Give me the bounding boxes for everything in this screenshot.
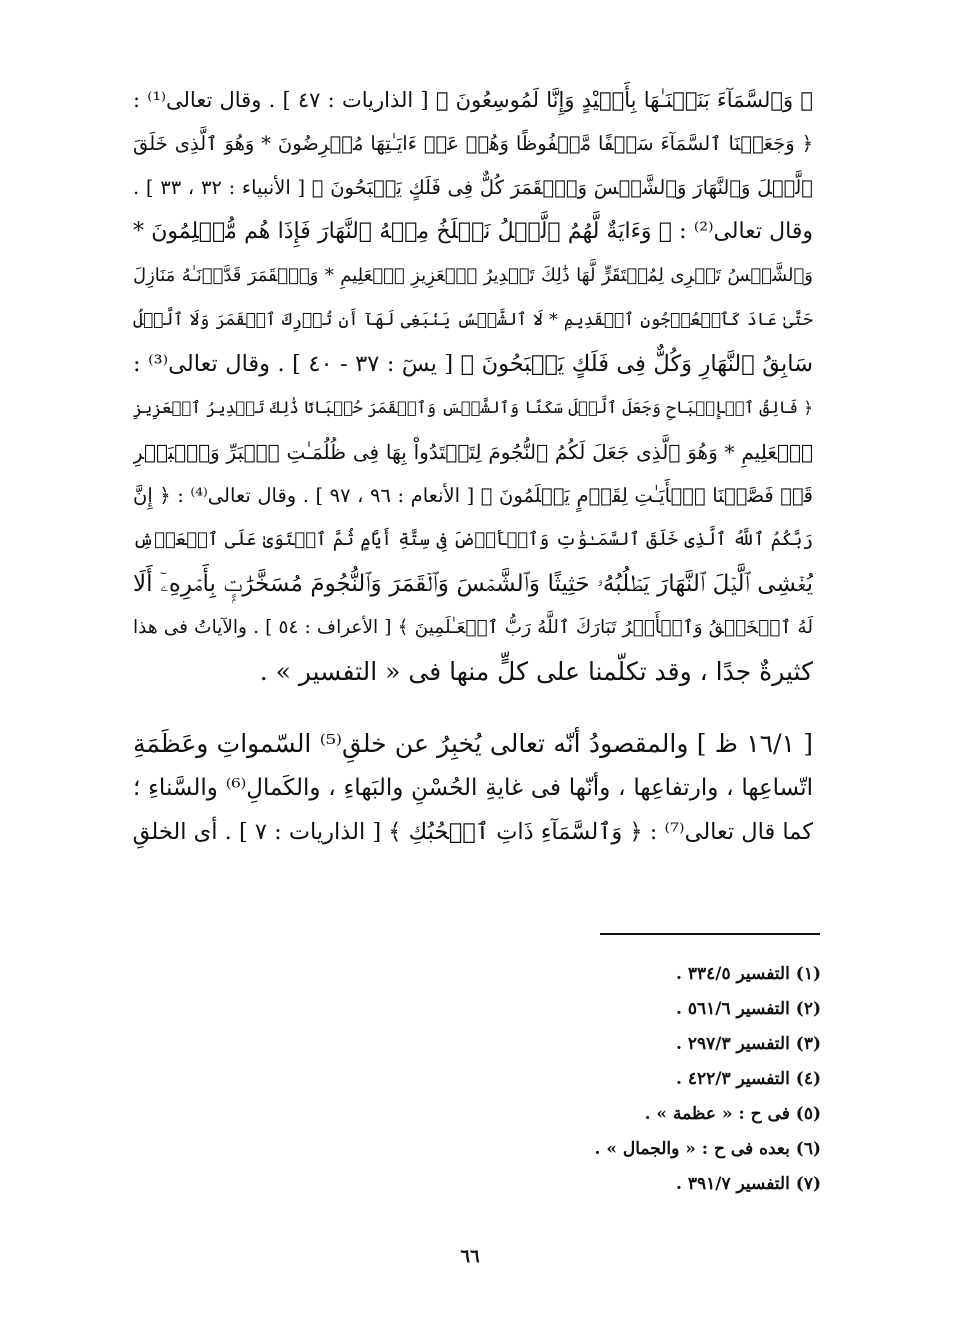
footnote-4: (٤) التفسير ٤٢٢/٣ .	[676, 1069, 821, 1089]
body-line-12: يُغۡشِى ٱلَّيۡلَ ٱلنَّهَارَ يَطۡلُبُهُۥ حَثِيثًا وَٱلشَّمۡسَ وَٱلۡقَمَرَ وَٱلنُّجُومَ مُسَخَّرَٰتٍۭ بِأَمۡرِهِۦٓ أَلَا	[133, 571, 813, 597]
body-line-13: لَهُ ٱلۡخَلۡقُ وَٱلۡأَمۡرُ تَبَارَكَ ٱللَّهُ رَبُّ ٱلۡعَـٰلَمِينَ ﴾ [ الأعراف : ٥٤ ] . والآياتُ فى هذا	[133, 617, 813, 638]
body-line-6: حَتَّىٰ عَادَ كَٱلۡعُرۡجُونِ ٱلۡقَدِيمِ * لَا ٱلشَّمۡسُ يَنۢبَغِى لَهَآ أَن تُدۡرِكَ ٱلۡقَمَرَ وَلَا ٱلَّيۡلُ	[133, 310, 813, 330]
footnote-2: (٢) التفسير ٥٦١/٦ .	[676, 999, 821, 1019]
footnote-5: (٥) فى ح : « عظمة » .	[644, 1104, 821, 1124]
body-line-9: ٱلۡعَلِيمِ * وَهُوَ ٱلَّذِى جَعَلَ لَكُمُ ٱلنُّجُومَ لِتَهۡتَدُواْ بِهَا فِى ظُلُمَـٰتِ ٱلۡبَرِّ وَٱلۡبَحۡرِ	[133, 440, 813, 464]
body-line-11: رَبَّكُمُ ٱللَّهُ ٱلَّذِى خَلَقَ ٱلسَّمَـٰوَٰتِ وَٱلۡأَرۡضَ فِى سِتَّةِ أَيَّامٍ ثُمَّ ٱسۡتَوَىٰ عَلَى ٱلۡعَرۡشِ	[133, 529, 813, 550]
body-line-14: كثيرةٌ جدًا ، وقد تكلّمنا على كلٍّ منها فى « التفسير » .	[259, 657, 813, 686]
body-line-5: وَٱلشَّمۡسُ تَجۡرِى لِمُسۡتَقَرٍّ لَّهَا ذَٰلِكَ تَقۡدِيرُ ٱلۡعَزِيزِ ٱلۡعَلِيمِ * وَٱلۡقَمَرَ قَدَّرۡنَـٰهُ مَنَازِلَ	[133, 265, 813, 286]
footnote-6: (٦) بعده فى ح : « والجمال » .	[594, 1139, 821, 1159]
footnote-3: (٣) التفسير ٢٩٧/٣ .	[676, 1034, 821, 1054]
body-line-2: ﴿ وَجَعَلۡنَا ٱلسَّمَآءَ سَقۡفًا مَّحۡفُوظًا وَهُمۡ عَنۡ ءَايَـٰتِهَا مُعۡرِضُونَ * وَهُوَ ٱلَّذِى خَلَقَ	[133, 132, 813, 155]
body-line-8: ﴿ فَالِقُ ٱلۡإِصۡبَاحِ وَجَعَلَ ٱلَّيۡلَ سَكَنًا وَٱلشَّمۡسَ وَٱلۡقَمَرَ حُسۡبَانًا ذَٰلِكَ تَقۡدِيرُ ٱلۡعَزِيزِ	[133, 398, 813, 417]
page-number: ٦٦	[460, 1246, 480, 1267]
footnote-separator	[600, 933, 820, 935]
body-line-10: قَدۡ فَصَّلۡنَا ٱلۡأَيَـٰتِ لِقَوۡمٍ يَعۡلَمُونَ ﴾ [ الأنعام : ٩٦ ، ٩٧ ] . وقال تعالى⁽⁴⁾ : ﴿ إِنَّ	[133, 484, 813, 507]
body-line-1: ﴿ وَٱلسَّمَآءَ بَنَيۡنَـٰهَا بِأَيۡيْدٍ وَإِنَّا لَمُوسِعُونَ ﴾ [ الذاريات : ٤٧ ] . وقال تعالى⁽¹⁾ :	[133, 88, 813, 112]
body-line-4: وقال تعالى⁽²⁾ : ﴿ وَءَايَةٌ لَّهُمُ ٱلَّيۡلُ نَسۡلَخُ مِنۡهُ ٱلنَّهَارَ فَإِذَا هُم مُّظۡلِمُونَ *	[133, 219, 813, 244]
body-line-3: ٱلَّيۡلَ وَٱلنَّهَارَ وَٱلشَّمۡسَ وَٱلۡقَمَرَ كُلٌّ فِى فَلَكٍ يَسۡبَحُونَ ﴾ [ الأنبياء : ٣٢ ، ٣٣ ] .	[133, 176, 813, 199]
body-line-7: سَابِقُ ٱلنَّهَارِ وَكُلٌّ فِى فَلَكٍ يَسۡبَحُونَ ﴾ [ يسٓ : ٣٧ - ٤٠ ] . وقال تعالى⁽³⁾ :	[133, 351, 813, 377]
footnote-1: (١) التفسير ٣٣٤/٥ .	[676, 964, 821, 984]
footnote-7: (٧) التفسير ٣٩١/٧ .	[676, 1174, 821, 1194]
paragraph2-line-2: اتّساعِها ، وارتفاعِها ، وأنّها فى غايةِ الحُسْنِ والبَهاءِ ، والكَمالِ⁽⁶⁾ والسَّناءِ ؛	[133, 775, 813, 801]
paragraph2-line-3: كما قال تعالى⁽⁷⁾ : ﴿ وَٱلسَّمَآءِ ذَاتِ ٱلۡحُبُكِ ﴾ [ الذاريات : ٧ ] . أى الخلقِ	[133, 819, 813, 845]
paragraph2-line-1: [ ١٦/١ ظ ] والمقصودُ أنّه تعالى يُخبِرُ عن خلقِ⁽⁵⁾ السّمواتِ وعَظَمَةِ	[133, 729, 813, 758]
